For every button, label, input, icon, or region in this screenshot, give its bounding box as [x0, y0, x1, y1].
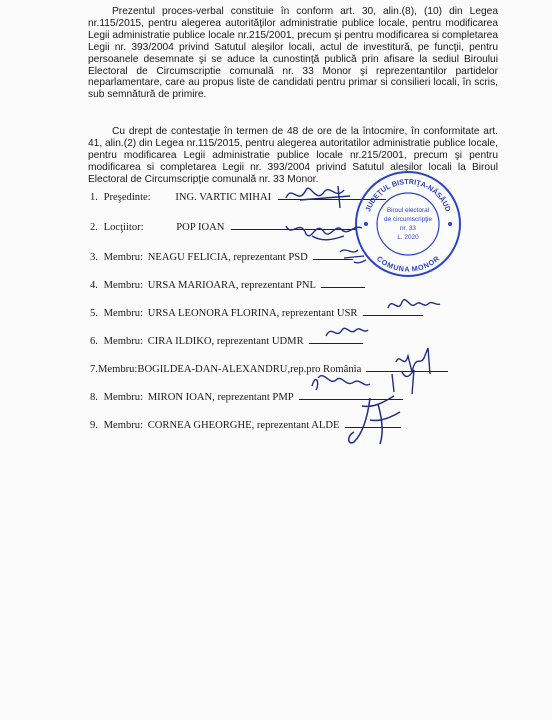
row-number: 9. [90, 420, 98, 431]
signature-row-member-5 [90, 306, 423, 319]
member-name: MIRON IOAN, reprezentant PMP [147, 392, 294, 403]
member-role: Membru: [103, 420, 144, 431]
member-role: Preşedinte: [103, 192, 151, 203]
row-number: 6. [90, 336, 98, 347]
stamp-line-1: Biroul electoral [386, 207, 430, 214]
signature-row-member-3 [90, 250, 353, 263]
member-name: ING. VARTIC MIHAI [175, 192, 272, 203]
signature-presedinte [280, 178, 370, 214]
member-name: NEAGU FELICIA, reprezentant PSD [147, 252, 308, 263]
row-number: 1. [90, 192, 98, 203]
stamp-line-4: L. 2020 [397, 234, 419, 241]
member-role: Membru: [103, 280, 144, 291]
stamp-line-3: nr. 33 [400, 225, 416, 232]
member-role: Membru: [103, 252, 144, 263]
stamp-bottom-text: COMUNA MONOR [375, 254, 441, 274]
member-role: Membru: [97, 364, 138, 375]
stamp-line-2: de circumscripţie [384, 216, 432, 223]
row-number: 2. [90, 222, 98, 233]
row-number: 4. [90, 280, 98, 291]
row-number: 5. [90, 308, 98, 319]
member-name: URSA MARIOARA, reprezentant PNL [147, 280, 316, 291]
row-number: 7. [90, 364, 98, 375]
member-name: POP IOAN [176, 222, 225, 233]
signature-member-9 [340, 392, 410, 450]
signature-row-member-4 [90, 278, 365, 291]
stamp-top-text: JUDEŢUL BISTRIŢA-NĂSĂUD [363, 176, 453, 213]
signature-member-3 [336, 242, 372, 268]
member-role: Locţiitor: [103, 222, 144, 233]
member-role: Membru: [103, 336, 144, 347]
member-name: CORNEA GHEORGHE, reprezentant ALDE [147, 420, 340, 431]
member-role: Membru: [103, 308, 144, 319]
row-number: 3. [90, 252, 98, 263]
signature-member-5 [384, 290, 444, 318]
row-number: 8. [90, 392, 98, 403]
member-name: URSA LEONORA FLORINA, reprezentant USR [147, 308, 358, 319]
member-name: BOGILDEA-DAN-ALEXANDRU,rep.pro România [137, 364, 362, 375]
paragraph-contestatie: Cu drept de contestaţie în termen de 48 de ore de la întocmire, în conformitate art. 41, alin.(2) din Legea nr.115/2015, pentru alegerea autoritatilor administratie publice locale, pentru modificarea Legii administratie publice locale nr.215/2001, precum şi pentru modificarea si completarea Legii nr. 393/2004 privind Satutul aleşilor locali la Biroul Electoral de Circumscripţie comunală nr. 33 Monor. [88, 126, 498, 185]
member-name: CIRA ILDIKO, reprezentant UDMR [147, 336, 304, 347]
member-role: Membru: [103, 392, 144, 403]
paragraph-proces-verbal: Prezentul proces-verbal constituie în conform art. 30, alin.(8), (10) din Legea nr.115/2015, pentru alegerea autorităţilor administratie publice locale, pentru modificarea Legii administratie publice locale nr.215/2001, precum şi pentru modificarea si completarea Legii nr. 393/2004 privind Satutul aleşilor locali, actul de investitură, pe funcţii, pentru persoanele desemnate şi se aduce la cunostinţă publică prin afisare la sediul Biroului Electoral de Circumscriptie comunală nr. 33 Monor şi reprezentantilor partidelor neparlamentare, care au propus liste de candidati pentru primar si consilieri locali, în scris, sub semnătură de primire. [88, 6, 498, 101]
signature-member-6 [322, 318, 372, 344]
